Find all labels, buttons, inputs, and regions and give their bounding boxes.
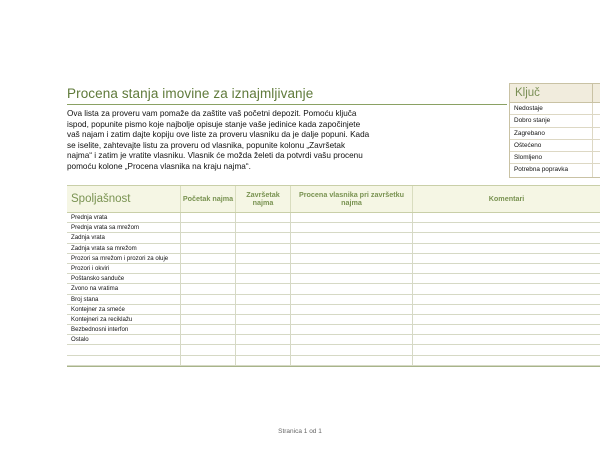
- table-row: [67, 233, 600, 243]
- end-cell[interactable]: [235, 264, 290, 273]
- start-cell[interactable]: [180, 244, 235, 253]
- key-swatch-cell: [592, 140, 600, 151]
- table-row: [67, 325, 600, 335]
- key-row: [510, 103, 600, 115]
- comments-cell[interactable]: [412, 295, 600, 304]
- comments-cell[interactable]: [412, 325, 600, 334]
- row-item-label: Broj stana: [71, 295, 99, 303]
- table-row: [67, 335, 600, 345]
- table-row: [67, 305, 600, 315]
- comments-cell[interactable]: [412, 345, 600, 354]
- end-cell[interactable]: [235, 295, 290, 304]
- owner-cell[interactable]: [290, 264, 412, 273]
- end-cell[interactable]: [235, 244, 290, 253]
- comments-cell[interactable]: [412, 335, 600, 344]
- table-header: [67, 186, 600, 213]
- key-swatch-cell: [592, 152, 600, 163]
- comments-cell[interactable]: [412, 233, 600, 242]
- owner-cell[interactable]: [290, 325, 412, 334]
- comments-cell[interactable]: [412, 244, 600, 253]
- comments-cell[interactable]: [412, 356, 600, 365]
- end-cell[interactable]: [235, 254, 290, 263]
- row-item-label: Kontejneri za reciklažu: [71, 315, 133, 323]
- start-cell[interactable]: [180, 213, 235, 222]
- end-cell[interactable]: [235, 345, 290, 354]
- owner-cell[interactable]: [290, 284, 412, 293]
- end-cell[interactable]: [235, 335, 290, 344]
- title-divider: [67, 104, 507, 105]
- owner-cell[interactable]: [290, 315, 412, 324]
- key-header-swatch: [592, 84, 600, 102]
- table-row: [67, 295, 600, 305]
- start-cell[interactable]: [180, 284, 235, 293]
- row-item-label: Prozori i okviri: [71, 264, 110, 272]
- key-swatch-cell: [592, 128, 600, 139]
- table-row: [67, 345, 600, 355]
- key-label: Oštećeno: [514, 141, 542, 149]
- table-row: [67, 284, 600, 294]
- key-label: Slomljeno: [514, 154, 543, 162]
- col-header-owner: Procena vlasnika pri završetku najma: [290, 186, 412, 212]
- row-item-label: Prednja vrata: [71, 214, 108, 221]
- checklist-table: [67, 185, 600, 367]
- end-cell[interactable]: [235, 223, 290, 232]
- end-cell[interactable]: [235, 274, 290, 283]
- start-cell[interactable]: [180, 274, 235, 283]
- col-header-comments: Komentari: [412, 186, 600, 212]
- key-label: Dobro stanje: [514, 117, 551, 125]
- comments-cell[interactable]: [412, 213, 600, 222]
- key-header: [510, 84, 600, 103]
- row-item-label: Bezbednosni interfon: [71, 326, 129, 334]
- row-item-label: Kontejner za smeće: [71, 305, 125, 313]
- table-row: [67, 223, 600, 233]
- key-label: Nedostaje: [514, 105, 543, 112]
- comments-cell[interactable]: [412, 305, 600, 314]
- row-item-label: Zadnja vrata: [71, 234, 105, 242]
- start-cell[interactable]: [180, 356, 235, 365]
- end-cell[interactable]: [235, 284, 290, 293]
- start-cell[interactable]: [180, 264, 235, 273]
- table-row: [67, 213, 600, 223]
- comments-cell[interactable]: [412, 284, 600, 293]
- table-row: [67, 356, 600, 366]
- key-table: [509, 83, 600, 178]
- owner-cell[interactable]: [290, 295, 412, 304]
- end-cell[interactable]: [235, 213, 290, 222]
- end-cell[interactable]: [235, 305, 290, 314]
- end-cell[interactable]: [235, 315, 290, 324]
- key-row: [510, 164, 600, 176]
- col-header-end: Završetak najma: [235, 186, 290, 212]
- intro-paragraph: Ova lista za proveru vam pomaže da zaštite vaš početni depozit. Pomoću ključa ispod, popunite pismo koje najbolje opisuje stanje vaše jedinice kada započinjete vaš najam i zatim dajte kopiju ove liste za proveru vlasniku da je dalje popuni. Kada se iselite, zahtevajte listu za proveru od vlasnika, popunite kolonu „Završetak najma“ i zatim je vratite vlasniku. Vlasnik će možda želeti da potvrdi vašu procenu pomoću kolone „Procena vlasnika na kraju najma“.: [67, 109, 370, 171]
- owner-cell[interactable]: [290, 274, 412, 283]
- owner-cell[interactable]: [290, 305, 412, 314]
- key-row: [510, 128, 600, 140]
- row-item-label: Prednja vrata sa mrežom: [71, 224, 140, 232]
- end-cell[interactable]: [235, 325, 290, 334]
- start-cell[interactable]: [180, 335, 235, 344]
- key-label: Potrebna popravka: [514, 166, 569, 174]
- key-label: Zagrebano: [514, 129, 545, 137]
- col-header-start: Početak najma: [180, 186, 235, 212]
- row-item-label: [67, 345, 180, 354]
- end-cell[interactable]: [235, 356, 290, 365]
- page-title: Procena stanja imovine za iznajmljivanje: [67, 86, 314, 101]
- comments-cell[interactable]: [412, 274, 600, 283]
- start-cell[interactable]: [180, 325, 235, 334]
- key-heading: Ključ: [515, 87, 540, 99]
- start-cell[interactable]: [180, 315, 235, 324]
- key-row: [510, 140, 600, 152]
- row-item-label: Ostalo: [71, 336, 89, 344]
- row-item-label: Poštansko sanduče: [71, 275, 125, 283]
- start-cell[interactable]: [180, 345, 235, 354]
- table-row: [67, 274, 600, 284]
- section-heading: Spoljašnost: [71, 193, 131, 205]
- table-row: [67, 254, 600, 264]
- owner-cell[interactable]: [290, 254, 412, 263]
- comments-cell[interactable]: [412, 223, 600, 232]
- start-cell[interactable]: [180, 305, 235, 314]
- owner-cell[interactable]: [290, 233, 412, 242]
- row-item-label: Zvono na vratima: [71, 285, 119, 293]
- table-row: [67, 244, 600, 254]
- owner-cell[interactable]: [290, 213, 412, 222]
- comments-cell[interactable]: [412, 264, 600, 273]
- key-row: [510, 152, 600, 164]
- owner-cell[interactable]: [290, 223, 412, 232]
- comments-cell[interactable]: [412, 315, 600, 324]
- end-cell[interactable]: [235, 233, 290, 242]
- owner-cell[interactable]: [290, 335, 412, 344]
- owner-cell[interactable]: [290, 244, 412, 253]
- row-item-label: Zadnja vrata sa mrežom: [71, 244, 137, 252]
- key-swatch-cell: [592, 103, 600, 114]
- row-item-label: Prozori sa mrežom i prozori za oluje: [71, 254, 169, 262]
- start-cell[interactable]: [180, 254, 235, 263]
- owner-cell[interactable]: [290, 345, 412, 354]
- owner-cell[interactable]: [290, 356, 412, 365]
- page-number: Stranica 1 od 1: [278, 428, 322, 435]
- comments-cell[interactable]: [412, 254, 600, 263]
- table-row: [67, 264, 600, 274]
- start-cell[interactable]: [180, 295, 235, 304]
- start-cell[interactable]: [180, 223, 235, 232]
- key-row: [510, 115, 600, 127]
- row-item-label: [67, 356, 180, 365]
- key-swatch-cell: [592, 115, 600, 126]
- key-swatch-cell: [592, 164, 600, 176]
- table-row: [67, 315, 600, 325]
- start-cell[interactable]: [180, 233, 235, 242]
